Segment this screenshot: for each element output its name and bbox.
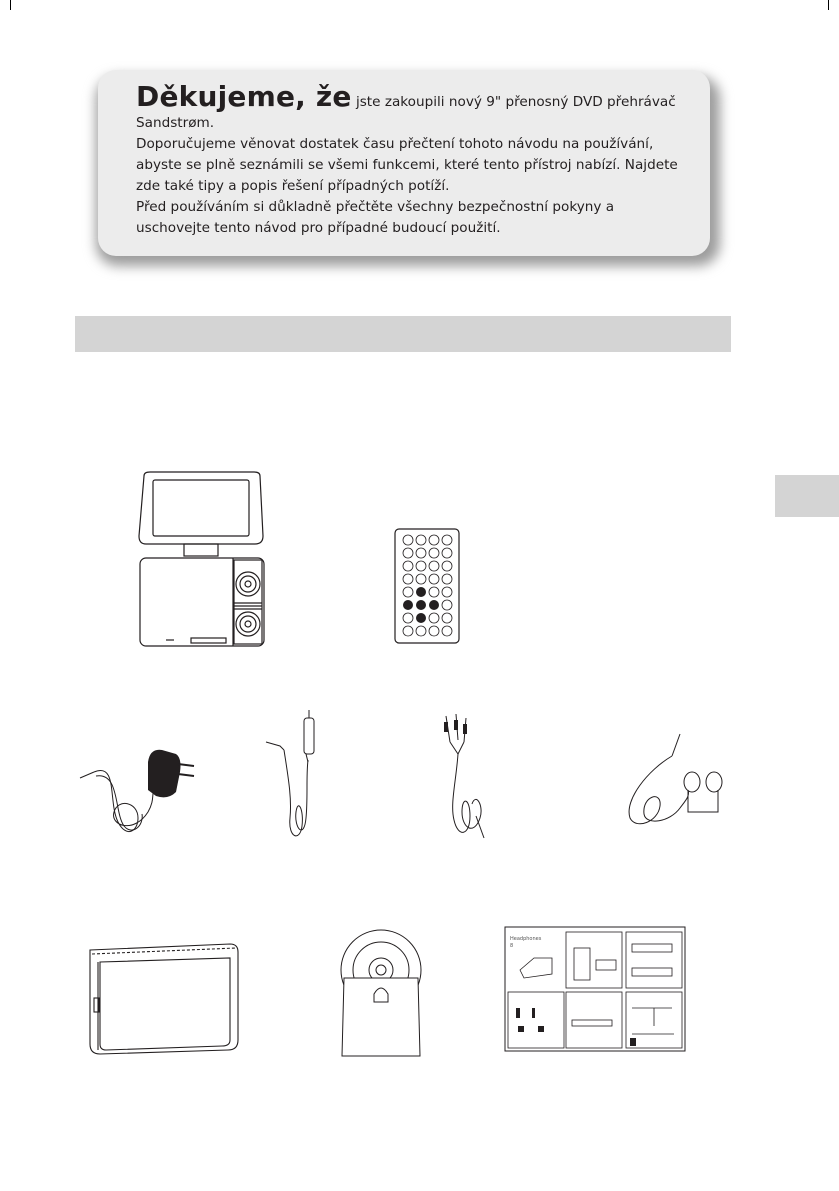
earphones-icon [618, 730, 728, 830]
thanks-intro: jste zakoupili nový 9" přenosný DVD přehrávač Sandstrøm. [136, 94, 676, 131]
carry-bag-icon [82, 940, 242, 1058]
guide-thumbnail-subtitle: 8 [510, 943, 514, 949]
dvd-player-icon [136, 470, 266, 650]
crop-mark-right [828, 0, 839, 10]
thanks-line-1 [136, 80, 692, 134]
thanks-paragraph-2: Doporučujeme věnovat dostatek času přečtení tohoto návodu na používání, abyste se plně seznámili se všemi funkcemi, které tento přístroj nabízí. Najdete zde také tipy a popis řešení případných potíží. [136, 136, 678, 194]
thanks-text [136, 80, 692, 239]
chapter-side-tab [775, 475, 839, 517]
thanks-headline: Děkujeme, že [136, 80, 352, 113]
cd-sleeve-icon [338, 926, 424, 1060]
thanks-paragraph-3: Před používáním si důkladně přečtěte všechny bezpečnostní pokyny a uschovejte tento návod pro případné budoucí použití. [136, 199, 615, 236]
remote-control-icon [394, 528, 460, 644]
crop-mark-left [0, 0, 11, 10]
av-cable-icon [436, 712, 496, 842]
car-adapter-icon [262, 706, 332, 846]
guide-thumbnail-title: Headphones [510, 936, 542, 942]
quick-start-guide-icon [504, 926, 686, 1052]
ac-adapter-icon [78, 742, 208, 842]
section-header-bar [75, 316, 731, 352]
